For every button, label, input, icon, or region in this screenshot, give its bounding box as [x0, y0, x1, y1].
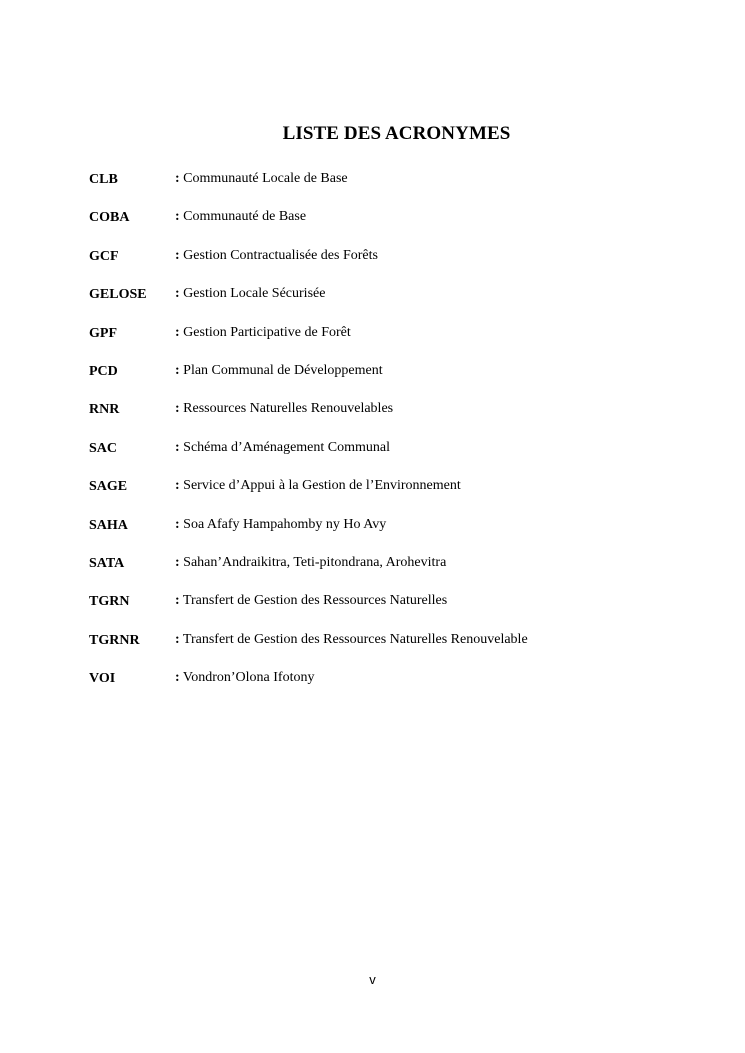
separator: : — [175, 516, 180, 532]
acronym-definition-line — [175, 554, 446, 572]
acronym-code: SAGE — [89, 479, 128, 495]
separator: : — [175, 554, 180, 570]
acronym-definition: Plan Communal de Développement — [183, 362, 383, 378]
acronym-definition-line — [175, 439, 390, 457]
acronym-code: GELOSE — [89, 287, 147, 303]
list-item — [89, 516, 709, 554]
acronym-code: GPF — [89, 325, 117, 341]
page-title: LISTE DES ACRONYMES — [282, 123, 511, 144]
separator: : — [175, 171, 180, 186]
acronym-definition-line — [175, 324, 351, 342]
acronym-definition: Vondron’Olona Ifotony — [182, 670, 315, 686]
separator: : — [175, 593, 180, 609]
list-item — [89, 631, 709, 669]
separator: : — [175, 324, 180, 340]
acronym-definition: Gestion Participative de Forêt — [183, 324, 351, 340]
acronym-definition: Schéma d’Aménagement Communal — [183, 439, 391, 455]
separator: : — [175, 439, 180, 455]
list-item — [89, 554, 709, 592]
acronym-definition-line — [175, 669, 314, 687]
list-item — [89, 669, 709, 707]
acronym-definition-line — [175, 247, 378, 265]
acronym-definition-line — [175, 208, 306, 226]
acronym-definition-line — [175, 631, 528, 649]
acronym-code: SAHA — [89, 517, 128, 533]
list-item — [89, 324, 709, 362]
acronym-definition-line — [175, 400, 393, 418]
acronym-code: COBA — [89, 210, 130, 226]
acronym-definition-line — [175, 477, 461, 495]
list-item — [89, 247, 709, 285]
list-item — [89, 592, 709, 630]
list-item — [89, 477, 709, 515]
list-item — [89, 439, 709, 477]
acronym-code: VOI — [89, 671, 116, 687]
acronym-code: CLB — [89, 172, 118, 187]
separator: : — [175, 478, 180, 494]
acronym-definition-line — [175, 516, 386, 534]
acronym-code: GCF — [89, 248, 119, 264]
acronym-code: PCD — [89, 363, 118, 379]
separator: : — [175, 401, 180, 417]
list-item — [89, 285, 709, 323]
acronym-definition: Communauté Locale de Base — [183, 171, 348, 186]
separator: : — [175, 286, 180, 302]
separator: : — [175, 209, 180, 225]
page-number: v — [369, 972, 376, 987]
acronym-definition: Transfert de Gestion des Ressources Naturelles Renouvelable — [182, 631, 528, 647]
acronym-definition: Gestion Contractualisée des Forêts — [183, 247, 378, 263]
acronym-definition: Soa Afafy Hampahomby ny Ho Avy — [183, 516, 387, 532]
list-item — [89, 208, 709, 246]
separator: : — [175, 670, 180, 686]
acronym-definition: Service d’Appui à la Gestion de l’Environnement — [183, 478, 461, 494]
acronym-definition: Sahan’Andraikitra, Teti-pitondrana, Arohevitra — [183, 554, 447, 570]
list-item — [89, 362, 709, 400]
acronym-definition: Gestion Locale Sécurisée — [183, 286, 326, 302]
acronym-code: SAC — [89, 440, 118, 456]
acronym-definition: Transfert de Gestion des Ressources Naturelles — [182, 593, 448, 609]
acronym-definition-line — [175, 362, 383, 380]
acronym-definition: Communauté de Base — [183, 209, 307, 225]
separator: : — [175, 362, 180, 378]
acronym-definition-line — [175, 592, 447, 610]
acronym-code: TGRN — [89, 594, 130, 610]
list-item — [89, 170, 709, 208]
acronym-code: RNR — [89, 402, 120, 418]
separator: : — [175, 631, 180, 647]
acronym-code: SATA — [89, 555, 125, 571]
acronym-definition-line — [175, 170, 348, 188]
acronym-definition: Ressources Naturelles Renouvelables — [183, 401, 394, 417]
acronym-definition-line — [175, 285, 325, 303]
list-item — [89, 400, 709, 438]
separator: : — [175, 247, 180, 263]
acronym-code: TGRNR — [89, 632, 140, 648]
acronym-list — [89, 170, 709, 707]
